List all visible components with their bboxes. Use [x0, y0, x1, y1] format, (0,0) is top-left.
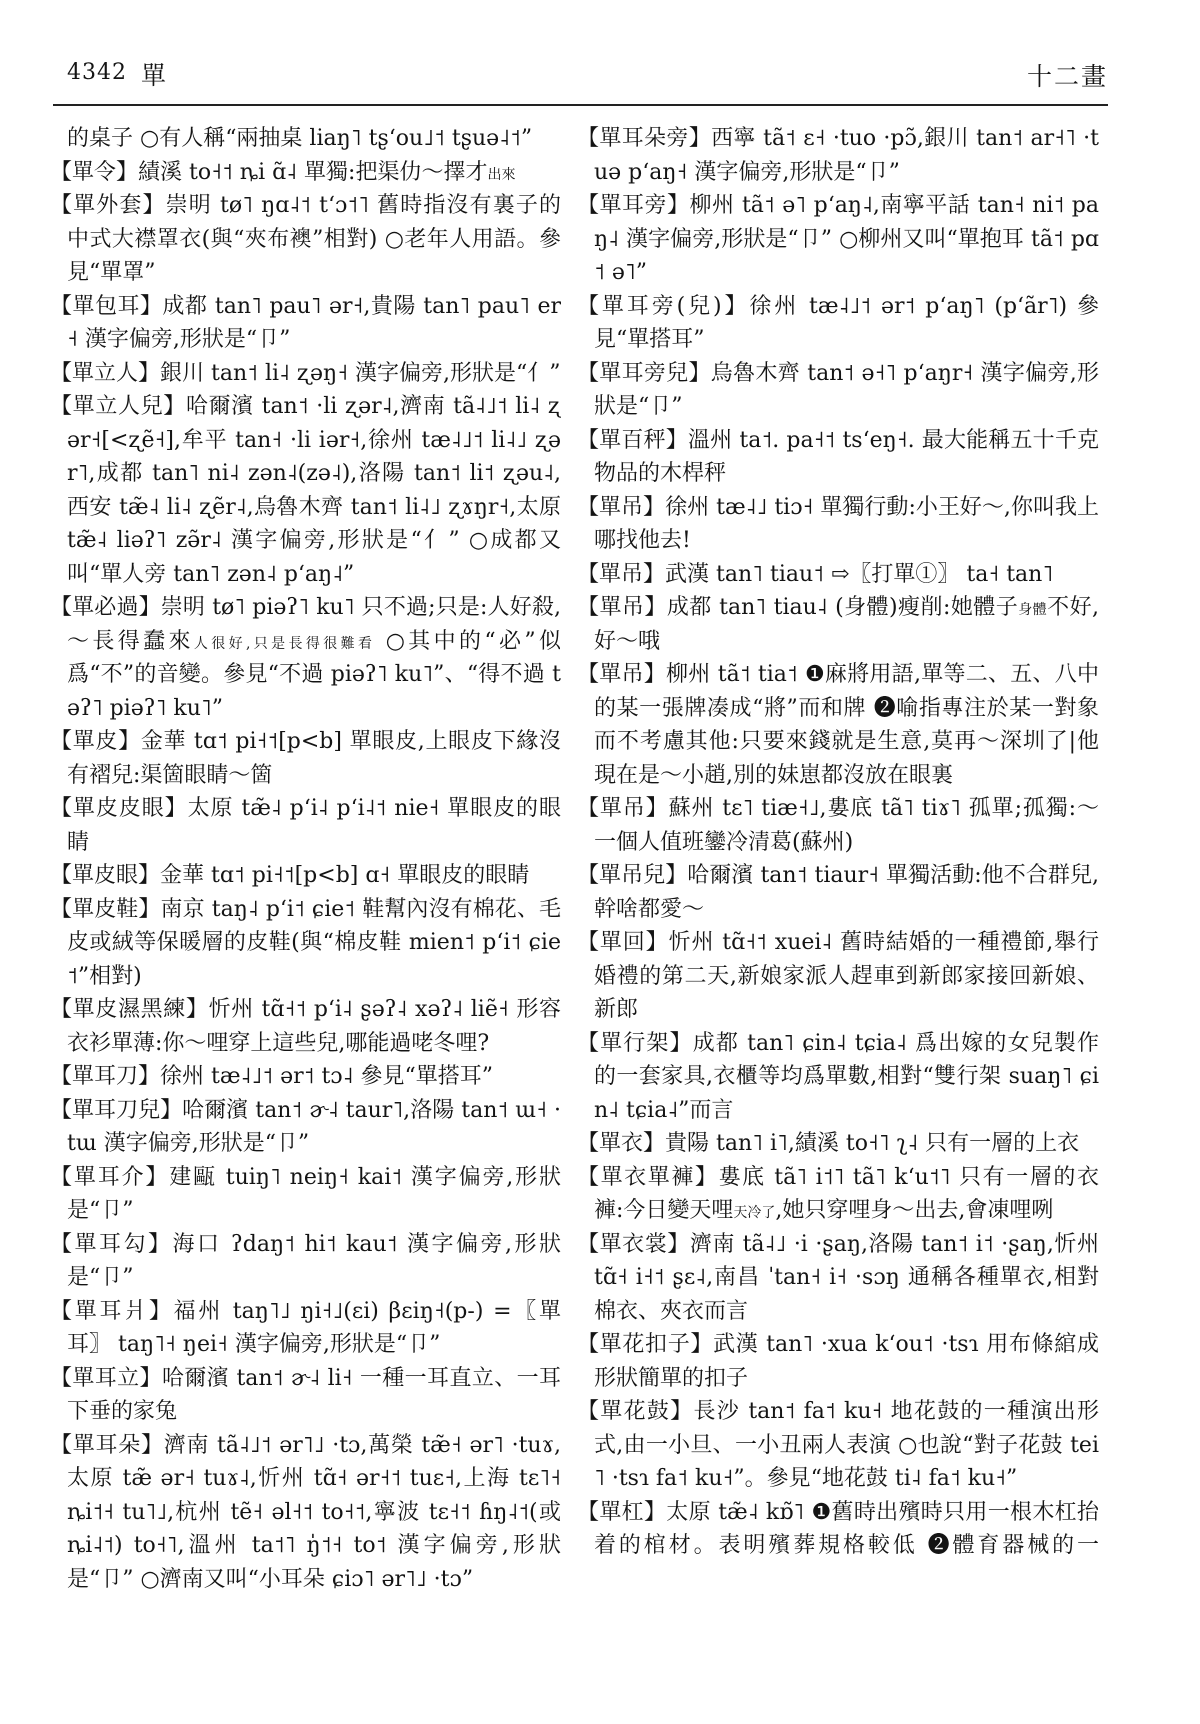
dictionary-entry: [50, 122, 561, 156]
entry-text: ○其中的“必”似爲“不”的音變。參見“不過 piəʔ˥ ku˥”、“得不過 təʔ˥ piəʔ˥ ku˥”: [67, 628, 561, 721]
entry-headword: 【單吊】: [577, 662, 667, 687]
entry-text: 哈爾濱 tan˦ ·li ʐər˨,濟南 tã˨˩˦ li˨ ʐər˧[<ʐẽ˧],牟平 tan˧ ·li iər˧,徐州 tæ˨˩˦ li˨˩ ʐər˥,成都 tan˥ ni˨ zən˨(zə˨),洛陽 tan˦ li˦ ʐəu˨,西安 tæ̃˨ li˨ ʐẽr˨,烏魯木齊 tan˦ li˨˩ ʐɤŋr˧,太原 tæ̃˨ liəʔ˥ zə̃r˨ 漢字偏旁,形狀是“亻” ○成都又叫“單人旁 tan˥ zən˨ pʻaŋ˨”: [67, 394, 561, 587]
entry-headword: 【單耳旁】: [577, 193, 690, 218]
dictionary-entry: [50, 1295, 561, 1362]
entry-headword: 【單杠】: [577, 1499, 667, 1525]
entry-gloss-small: 天冷了: [733, 1205, 776, 1221]
dictionary-entry: [50, 1228, 561, 1295]
entry-headword: 【單皮皮眼】: [50, 796, 188, 821]
entry-text: 武漢 tan˥ tiau˦ ⇨〖打單①〗 ta˧ tan˥: [665, 561, 1054, 587]
dictionary-entry: [577, 1228, 1099, 1329]
entry-text: 建甌 tuiŋ˥ neiŋ˧ kai˦ 漢字偏旁,形狀是“卩”: [67, 1164, 561, 1223]
entry-text: 哈爾濱 tan˦ ɚ˨ li˧ 一種一耳直立、一耳下垂的家兔: [67, 1365, 561, 1424]
entry-gloss-small: 人很好,只是長得很難看: [193, 635, 376, 652]
entry-text: 武漢 tan˥ ·xua kʻou˦ ·tsɿ 用布條綰成形狀簡單的扣子: [594, 1332, 1099, 1391]
left-column: [50, 122, 561, 1702]
dictionary-entry: [50, 1429, 561, 1597]
header-character: 單: [141, 61, 167, 90]
dictionary-entry: [50, 993, 561, 1060]
dictionary-entry: [50, 1060, 561, 1094]
entry-text: 崇明 tø˥ piəʔ˥ ku˥ 只不過;只是:人好殺,～長得蠢來: [67, 595, 561, 654]
entry-text: 成都 tan˥ tiau˨ (身體)瘦削:她體子: [666, 595, 1019, 620]
entry-text: 績溪 to˧˦ ȵi ɑ̃˨ 單獨:把渠仂～擇才: [138, 159, 488, 185]
entry-headword: 【單皮濕黑練】: [50, 997, 209, 1022]
entry-text: 徐州 tæ˨˩ tiɔ˧ 單獨行動:小王好～,你叫我上哪找他去!: [594, 494, 1099, 553]
entry-text: 貴陽 tan˥ i˥,績溪 to˧˥ ʅ˨ 只有一層的上衣: [665, 1131, 1080, 1156]
entry-headword: 【單耳爿】: [50, 1298, 174, 1324]
entry-text: 南京 taŋ˨ pʻi˦ ɕie˦ 鞋幫內沒有棉花、毛皮或絨等保暖層的皮鞋(與“棉皮鞋 mien˦ pʻi˦ ɕie˦”相對): [67, 896, 561, 989]
entry-text: 徐州 tæ˨˩˦ ər˦ tɔ˨ 參見“單搭耳”: [160, 1064, 493, 1089]
dictionary-entry: [577, 658, 1099, 792]
dictionary-entry: [50, 859, 561, 893]
entry-headword: 【單外套】: [50, 193, 166, 218]
entry-text: 金華 tɑ˦ pi˧˦[p<b] ɑ˧ 單眼皮的眼睛: [160, 863, 530, 888]
entry-text: 銀川 tan˦ li˨ ʐəŋ˧ 漢字偏旁,形狀是“亻”: [160, 360, 561, 386]
entry-headword: 【單花鼓】: [577, 1399, 694, 1424]
entry-headword: 【單吊】: [577, 796, 669, 821]
dictionary-entry: [577, 792, 1099, 859]
dictionary-entry: [577, 1161, 1099, 1228]
entry-headword: 【單吊兒】: [577, 863, 688, 888]
dictionary-entry: [577, 1496, 1099, 1563]
entry-headword: 【單耳朵】: [50, 1432, 164, 1458]
dictionary-entry: [577, 424, 1099, 491]
dictionary-entry: [577, 189, 1099, 290]
entry-headword: 【單耳旁(兒)】: [577, 293, 750, 319]
entry-headword: 【單耳刀兒】: [50, 1097, 183, 1123]
entry-text: 海口 ʔdaŋ˦ hi˦ kau˦ 漢字偏旁,形狀是“卩”: [67, 1231, 561, 1290]
entry-text: 福州 taŋ˥˩ ŋi˧˩(ɛi) βɛiŋ˧(p-) =〖單耳〗 taŋ˥˧ ŋei˧ 漢字偏旁,形狀是“卩”: [67, 1298, 561, 1357]
entry-text: 不好,好～哦: [594, 595, 1099, 654]
entry-headword: 【單耳勾】: [50, 1231, 173, 1257]
entry-headword: 【單衣】: [577, 1131, 666, 1156]
entry-text: 的桌子 ○有人稱“兩抽桌 liaŋ˥ tʂʻou˩˦ tʂuə˨˦”: [67, 126, 533, 151]
entry-text: 金華 tɑ˦ pi˧˦[p<b] 單眼皮,上眼皮下緣沒有褶兒:渠箇眼睛～箇: [67, 729, 561, 788]
entry-text: 蘇州 tɛ˥ tiæ˧˩,婁底 tã˥ tiɤ˥ 孤單;孤獨:～一個人值班鑾冷清葛(蘇州): [594, 796, 1099, 855]
dictionary-entry: [577, 1127, 1099, 1161]
entry-text: 哈爾濱 tan˦ ɚ˨ taur˥,洛陽 tan˦ ɯ˧ ·tɯ 漢字偏旁,形狀是“卩”: [67, 1097, 561, 1156]
entry-text: 崇明 tø˥ ŋɑ˨˦ tʻɔ˦˥ 舊時指沒有裏子的中式大襟罩衣(與“夾布襖”相對) ○老年人用語。參見“單罩”: [67, 193, 561, 285]
entry-headword: 【單花扣子】: [577, 1332, 714, 1357]
entry-text: 溫州 ta˦. pa˧˦ tsʻeŋ˧. 最大能稱五十千克物品的木桿秤: [594, 427, 1099, 486]
dictionary-entry: [577, 1395, 1099, 1496]
entry-headword: 【單立人兒】: [50, 394, 186, 419]
entry-text: 成都 tan˥ ɕin˨ tɕia˨ 爲出嫁的女兒製作的一套家具,衣櫃等均爲單數,相對“雙行架 suaŋ˥ ɕin˨ tɕia˨”而言: [594, 1030, 1099, 1123]
dictionary-entry: [50, 591, 561, 725]
entry-gloss-small: 出來: [487, 166, 516, 183]
entry-headword: 【單立人】: [50, 360, 161, 386]
entry-text: 忻州 tɑ̃˧˦ xuei˨ 舊時結婚的一種禮節,舉行婚禮的第二天,新娘家派人趕車到新郎家接回新娘、新郎: [594, 930, 1099, 1022]
entry-text: 婁底 tã˥ i˦˥ tã˥ kʻu˦˥ 只有一層的衣褲:今日變天哩: [594, 1164, 1099, 1223]
entry-headword: 【單皮鞋】: [50, 896, 161, 922]
dictionary-entry: [50, 725, 561, 792]
entry-headword: 【單耳立】: [50, 1365, 162, 1391]
entry-headword: 【單耳刀】: [50, 1064, 161, 1089]
entry-headword: 【單吊】: [577, 494, 666, 520]
entry-text: 太原 tæ̃˨ pʻi˨ pʻi˨˦ nie˧ 單眼皮的眼睛: [67, 796, 561, 855]
entry-headword: 【單包耳】: [50, 293, 163, 319]
dictionary-entry: [577, 290, 1099, 357]
dictionary-entry: [50, 1362, 561, 1429]
dictionary-entry: [577, 357, 1099, 424]
entry-headword: 【單吊】: [577, 595, 667, 620]
entry-text: 徐州 tæ˨˩˦ ər˦ pʻaŋ˥ (pʻãr˥) 參見“單搭耳”: [594, 293, 1099, 352]
dictionary-entry: [577, 1027, 1099, 1128]
entry-text: 烏魯木齊 tan˦ ə˧˥ pʻaŋr˧ 漢字偏旁,形狀是“卩”: [594, 360, 1099, 419]
entry-text: 太原 tæ̃˨ kɒ̃˥ ❶舊時出殯時只用一根木杠抬着的棺材。表明殯葬規格較低 ❷體育器械的一: [594, 1499, 1099, 1558]
entry-headword: 【單必過】: [50, 595, 161, 620]
entry-headword: 【單耳旁兒】: [577, 360, 711, 386]
entry-headword: 【單吊】: [577, 561, 666, 587]
entry-headword: 【單回】: [577, 930, 669, 955]
entry-gloss-small: 身體: [1018, 602, 1048, 618]
page-number: 4342: [67, 60, 127, 85]
dictionary-entry: [577, 859, 1099, 926]
entry-headword: 【單耳朵旁】: [577, 126, 712, 151]
entry-headword: 【單衣裳】: [577, 1231, 690, 1257]
entry-headword: 【單耳介】: [50, 1164, 170, 1190]
entry-text: 濟南 tã˨˩˦ ər˥˩ ·tɔ,萬榮 tæ̃˧ ər˥ ·tuɤ,太原 tæ̃ ər˧ tuɤ˨,忻州 tɑ̃˧ ər˧˦ tuɛ˧,上海 tɛ˥˧ ȵi˦˧ tu˥˩,杭州 tẽ˧ əl˧˦ to˧˦,寧波 tɛ˧˦ ɦŋ˨˦(或ȵi˨˦) to˧˥,溫州 ta˦˥ ŋ̍˦˧ to˦ 漢字偏旁,形狀是“卩” ○濟南又叫“小耳朵 ɕiɔ˥ ər˥˩ ·tɔ”: [67, 1432, 561, 1592]
entry-headword: 【單百秤】: [577, 427, 688, 453]
stroke-count-section: 十二畫: [1026, 62, 1108, 91]
dictionary-entry: [577, 558, 1099, 592]
entry-headword: 【單皮】: [50, 729, 141, 754]
dictionary-entry: [577, 591, 1099, 658]
dictionary-entry: [50, 357, 561, 391]
dictionary-entry: [577, 122, 1099, 189]
entry-text: 成都 tan˥ pau˥ ər˧,貴陽 tan˥ pau˥ er˧ 漢字偏旁,形狀是“卩”: [67, 293, 561, 352]
entry-text: 柳州 tã˦ ə˥ pʻaŋ˨,南寧平話 tan˧ ni˦ paŋ˨ 漢字偏旁,形狀是“卩” ○柳州又叫“單抱耳 tã˦ pɑ˦ ə˥”: [594, 193, 1099, 285]
dictionary-entry: [577, 491, 1099, 558]
entry-headword: 【單衣單褲】: [577, 1164, 719, 1190]
entry-text: 柳州 tã˦ tia˦ ❶麻將用語,單等二、五、八中的某一張牌凑成“將”而和牌 ❷喻指專注於某一對象而不考慮其他:只要來錢就是生意,莫再～深圳了|他現在是～小趙,別的妹崽都沒放在眼裏: [594, 662, 1099, 788]
dictionary-entry: [50, 189, 561, 290]
entry-headword: 【單皮眼】: [50, 863, 161, 888]
entry-text: 西寧 tã˦ ɛ˧ ·tuo ·pɔ̃,銀川 tan˦ ar˧˥ ·tuə pʻaŋ˧ 漢字偏旁,形狀是“卩”: [594, 126, 1099, 185]
entry-text: 忻州 tɑ̃˧˦ pʻi˨ ʂəʔ˨ xəʔ˨ liẽ˧ 形容衣衫單薄:你～哩穿上這些兒,哪能過咾冬哩?: [67, 997, 561, 1056]
page-header: [53, 56, 1108, 96]
dictionary-entry: [50, 1094, 561, 1161]
header-rule: [53, 104, 1108, 106]
entry-headword: 【單行架】: [577, 1030, 693, 1056]
right-column: [577, 122, 1099, 1702]
entry-text: 哈爾濱 tan˦ tiaur˧ 單獨活動:他不合群兒,幹啥都愛～: [594, 863, 1099, 922]
entry-text: 長沙 tan˦ fa˦ ku˧ 地花鼓的一種演出形式,由一小旦、一小丑兩人表演 ○也說“對子花鼓 tei˥ ·tsɿ fa˦ ku˧”。參見“地花鼓 ti˨ fa˦ ku˧”: [594, 1399, 1099, 1491]
dictionary-entry: [50, 390, 561, 591]
dictionary-entry: [577, 926, 1099, 1027]
dictionary-entry: [50, 792, 561, 859]
dictionary-entry: [577, 1328, 1099, 1395]
entry-headword: 【單令】: [50, 159, 139, 185]
dictionary-entry: [50, 290, 561, 357]
dictionary-entry: [50, 156, 561, 190]
entry-text: 濟南 tã˨˩ ·i ·ʂaŋ,洛陽 tan˦ i˦ ·ʂaŋ,忻州 tɑ̃˧ i˧˦ ʂɛ˨,南昌 ˈtan˧ i˧ ·sɔŋ 通稱各種單衣,相對棉衣、夾衣而言: [594, 1231, 1099, 1324]
dictionary-entry: [50, 893, 561, 994]
entry-text: ,她只穿哩身～出去,會凍哩咧: [775, 1198, 1054, 1223]
dictionary-entry: [50, 1161, 561, 1228]
